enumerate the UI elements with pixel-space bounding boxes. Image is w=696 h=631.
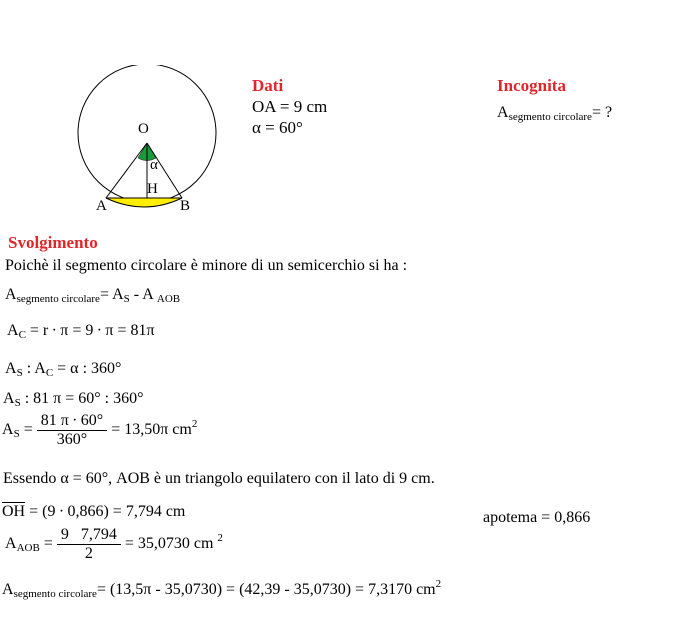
intro-text: Poichè il segmento circolare è minore di un semicerchio si ha :: [5, 257, 408, 274]
formula-OH: $\overline{OH} = (9 \cdot 0,866) = 7,794$ cm: [2, 503, 186, 520]
segment-OH: $\overline{OH}$: [2, 503, 26, 520]
fraction-triangle: $\frac{9 7,794}{2}$: [57, 526, 121, 563]
dati-angle: α = 60°: [252, 118, 303, 137]
essendo-text: Essendo α = 60°, AOB è un triangolo equilatero con il lato di 9 cm.: [3, 470, 435, 487]
formula-triangle-area: $A_{AOB}$ = $\frac{9 7,794}{2}$ = 35,0730 cm $^2$: [5, 526, 223, 562]
svolgimento-heading: Svolgimento: [8, 233, 98, 252]
formula-sector-area: $A_S$ = $\frac{81 \pi \cdot 60^\circ}{360^\circ}$ = 13,50π $cm^2$: [2, 412, 198, 448]
circle-figure: [70, 65, 230, 215]
formula-segment: $A_{segmento circolare}= A_S - A$ $_{AOB}$: [5, 286, 181, 305]
incognita-heading: Incognita: [497, 76, 566, 95]
circular-segment: [106, 198, 182, 207]
label-H: H: [147, 181, 158, 197]
dati-heading: Dati: [252, 76, 284, 95]
label-O: O: [138, 121, 149, 137]
formula-circle-area: $A_C = r \cdot \pi = 9 \cdot \pi = 81\pi$: [7, 322, 155, 341]
incognita-formula: $A_{segmento circolare}=$ ?: [497, 104, 613, 123]
formula-proportion-values: $A_S$ : 81 π = 60° : 360°: [3, 390, 144, 409]
dati-radius: OA = 9 cm: [252, 97, 328, 116]
formula-proportion: $A_S$ : $A_C = \alpha$ : 360°: [5, 360, 122, 379]
apotema-note: apotema = 0,866: [483, 509, 591, 526]
fraction-sector: $\frac{81 \pi \cdot 60^\circ}{360^\circ}$: [37, 412, 107, 449]
side-OA: [106, 143, 147, 198]
label-A: A: [96, 198, 107, 214]
label-alpha: α: [150, 157, 158, 173]
formula-result: $A_{segmento circolare}= (13,5\pi - 35,0730) = (42,39 - 35,0730) = 7,3170$ $cm^2$: [2, 578, 442, 600]
label-B: B: [180, 198, 191, 214]
